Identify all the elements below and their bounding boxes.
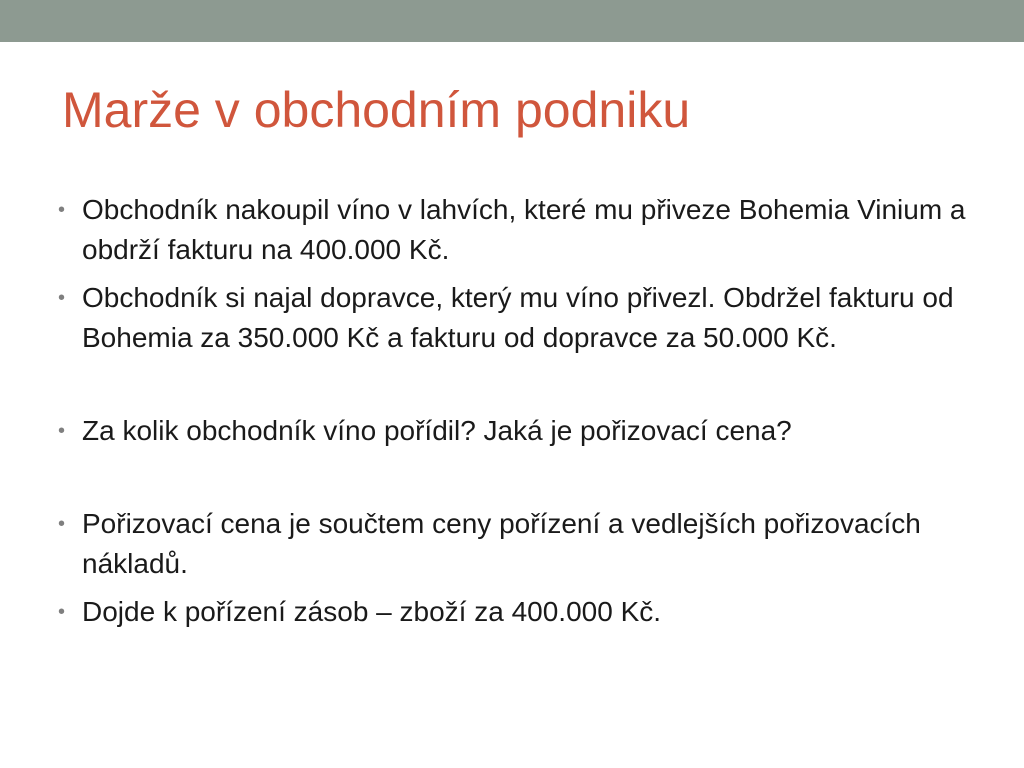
- bullet-text: Obchodník si najal dopravce, který mu víno přivezl. Obdržel fakturu od Bohemia za 350.000 Kč a fakturu od dopravce za 50.000 Kč.: [82, 282, 954, 353]
- bullet-item: [58, 504, 978, 584]
- slide-title: Marže v obchodním podniku: [62, 82, 691, 138]
- bullet-text: Obchodník nakoupil víno v lahvích, které mu přiveze Bohemia Vinium a obdrží fakturu na 400.000 Kč.: [82, 194, 966, 265]
- bullet-item: [58, 411, 978, 451]
- bullet-dot-icon: •: [58, 287, 66, 309]
- top-accent-bar: [0, 0, 1024, 42]
- bullet-item: [58, 278, 978, 358]
- bullet-item: [58, 190, 978, 270]
- bullet-item: [58, 592, 978, 632]
- bullet-text: Pořizovací cena je součtem ceny pořízení a vedlejších pořizovacích nákladů.: [82, 508, 921, 579]
- bullet-dot-icon: •: [58, 199, 66, 221]
- bullet-dot-icon: •: [58, 420, 66, 442]
- bullet-dot-icon: •: [58, 601, 66, 623]
- bullet-text: Dojde k pořízení zásob – zboží za 400.000 Kč.: [82, 596, 662, 627]
- bullet-text: Za kolik obchodník víno pořídil? Jaká je pořizovací cena?: [82, 415, 792, 446]
- bullet-list: [58, 190, 978, 640]
- bullet-dot-icon: •: [58, 513, 66, 535]
